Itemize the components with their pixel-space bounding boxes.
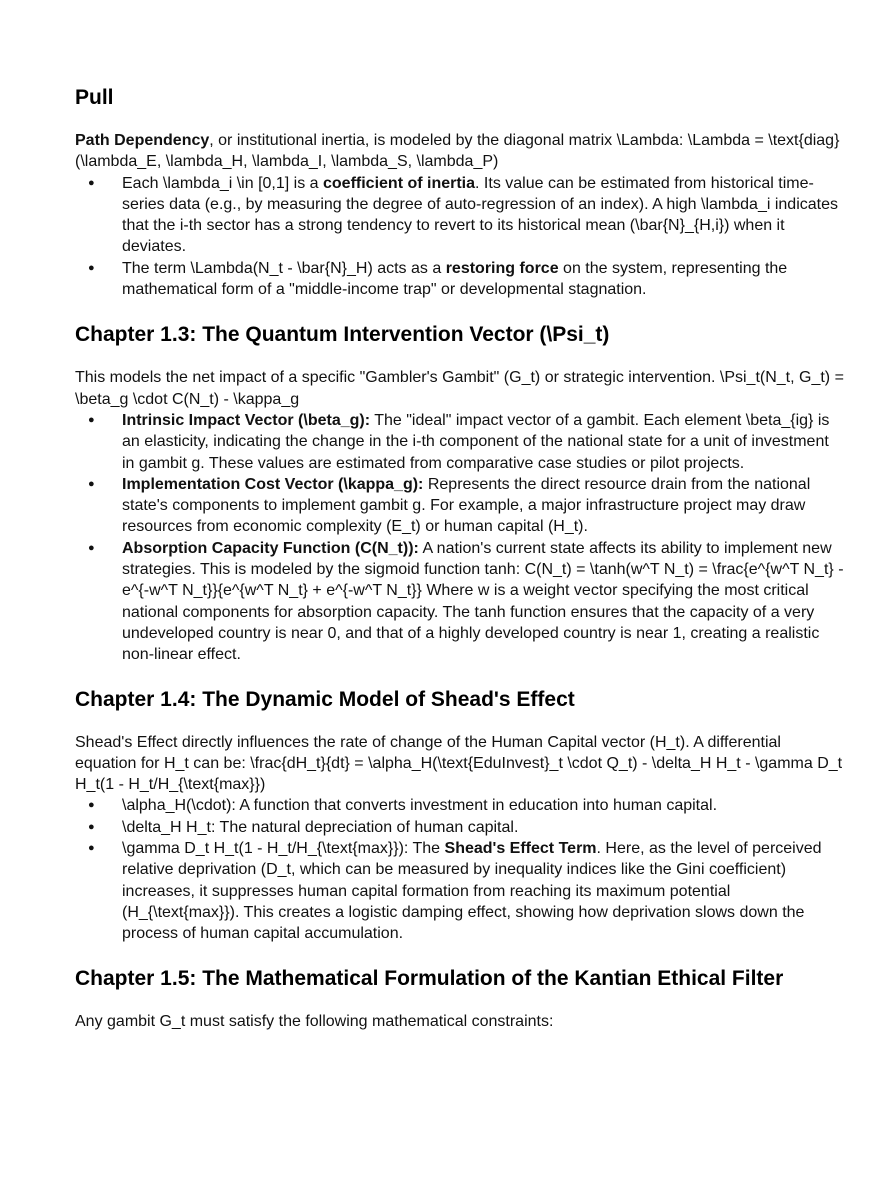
- chapter-1-5-intro: Any gambit G_t must satisfy the following mathematical constraints:: [75, 1012, 554, 1030]
- bold-term: Implementation Cost Vector (\kappa_g):: [122, 475, 424, 493]
- list-item: [75, 410, 845, 474]
- list-item: [75, 838, 845, 944]
- list-item: [75, 173, 845, 258]
- pull-intro-text: , or institutional inertia, is modeled by the diagonal matrix \Lambda: \Lambda = \text{diag}(\lambda_E, \lambda_H, \lambda_I, \lambda_S, \lambda_P): [75, 132, 840, 171]
- document-page: [75, 84, 845, 1032]
- list-item-text: \gamma D_t H_t(1 - H_t/H_{\text{max}}): The: [122, 840, 445, 858]
- bold-term: restoring force: [445, 259, 559, 277]
- list-item: [75, 258, 845, 301]
- list-item: ● \alpha_H(\cdot): A function that converts investment in education into human capital.: [75, 795, 845, 816]
- bold-term: Shead's Effect Term: [444, 840, 597, 858]
- section-heading-1-4: Chapter 1.4: The Dynamic Model of Shead's Effect: [75, 687, 575, 711]
- list-item-text: on the system, representing the mathematical form of a "middle-income trap" or developmental stagnation.: [122, 259, 788, 299]
- list-item: [75, 474, 845, 538]
- section-heading-pull: Pull: [75, 86, 114, 109]
- bold-term: coefficient of inertia: [323, 174, 476, 192]
- list-item-text: Represents the direct resource drain from the national state's components to implement gambit g. For example, a major infrastructure project may draw resources from economic complexity (E_t) or human capital (H_t).: [122, 475, 811, 536]
- bold-term: Absorption Capacity Function (C(N_t)):: [122, 539, 419, 557]
- pull-intro-paragraph: [75, 130, 845, 173]
- chapter-1-4-bullet-list: [75, 795, 845, 944]
- chapter-1-3-intro: This models the net impact of a specific "Gambler's Gambit" (G_t) or strategic intervention. \Psi_t(N_t, G_t) = \beta_g \cdot C(N_t) - \kappa_g: [75, 369, 844, 408]
- list-item-text: . Here, as the level of perceived relative deprivation (D_t, which can be measured by inequality indices like the Gini coefficient) increases, it suppresses human capital formation from reaching its maximum potential (H_{\text{max}}). This creates a logistic damping effect, showing how deprivation slows down the process of human capital accumulation.: [122, 840, 822, 943]
- list-item: [75, 538, 845, 666]
- list-item-text: The term \Lambda(N_t - \bar{N}_H) acts as a: [122, 259, 446, 277]
- list-item-text: The "ideal" impact vector of a gambit. Each element \beta_{ig} is an elasticity, indicating the change in the i-th component of the national state for a unit of investment in gambit g. These values are estimated from comparative case studies or pilot projects.: [122, 411, 830, 472]
- chapter-1-4-intro: Shead's Effect directly influences the rate of change of the Human Capital vector (H_t). A differential equation for H_t can be: \frac{dH_t}{dt} = \alpha_H(\text{EduInvest}_t \cdot Q_t) - \delta_H H_t - \gamma D_t H_t(1 - H_t/H_{\text{max}}): [75, 733, 843, 794]
- section-heading-1-5: Chapter 1.5: The Mathematical Formulation of the Kantian Ethical Filter: [75, 966, 784, 990]
- chapter-1-3-bullet-list: [75, 410, 845, 666]
- section-heading-1-3: Chapter 1.3: The Quantum Intervention Vector (\Psi_t): [75, 323, 610, 347]
- list-item-text: . Its value can be estimated from historical time-series data (e.g., by measuring the degree of auto-regression of an index). A high \lambda_i indicates that the i-th sector has a strong tendency to revert to its historical mean (\bar{N}_{H,i}) when it deviates.: [122, 174, 838, 256]
- list-item-text: A nation's current state affects its ability to implement new strategies. This is modeled by the sigmoid function tanh: C(N_t) = \tanh(w^T N_t) = \frac{e^{w^T N_t} - e^{-w^T N_t}}{e^{w^T N_t} + e^{-w^T N_t}} Where w is a weight vector specifying the most critical national components for absorption capacity. The tanh function ensures that the capacity of a very undeveloped country is near 0, and that of a highly developed country is near 1, creating a realistic non-linear effect.: [122, 539, 844, 664]
- list-item-text: Each \lambda_i \in [0,1] is a: [122, 174, 323, 192]
- list-item: ● \delta_H H_t: The natural depreciation of human capital.: [75, 817, 845, 838]
- pull-bullet-list: [75, 173, 845, 301]
- bold-term: Intrinsic Impact Vector (\beta_g):: [122, 411, 371, 429]
- path-dependency-term: Path Dependency: [75, 132, 210, 149]
